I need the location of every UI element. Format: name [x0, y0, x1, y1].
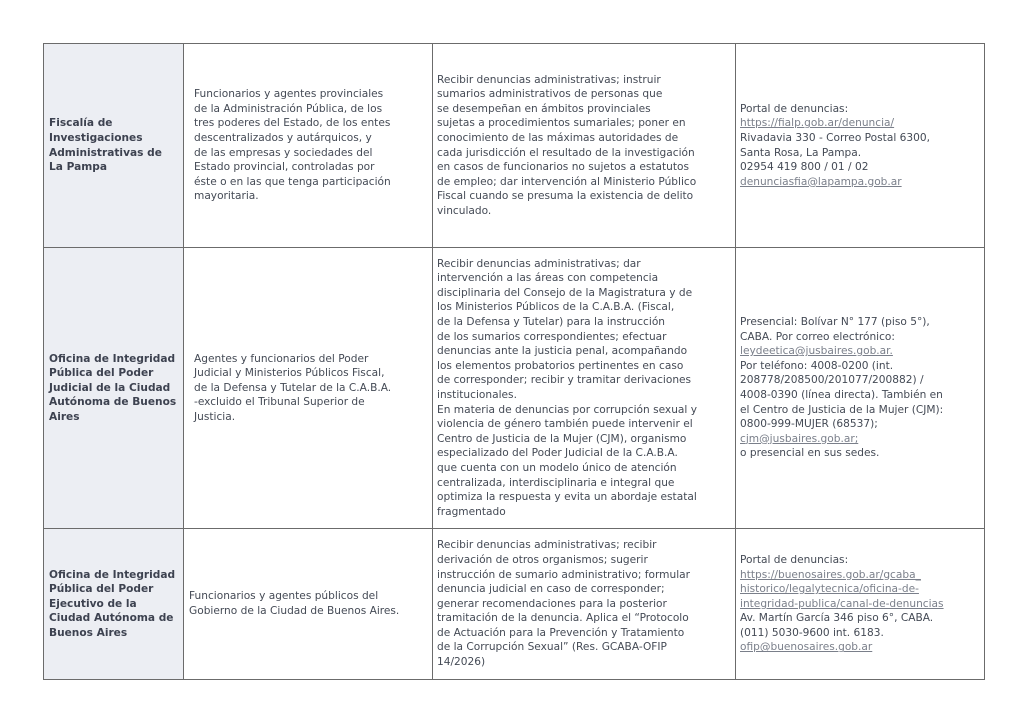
- phone-text: Por teléfono: 4008-0200 (int. 208778/208500/201077/200882) / 4008-0390 (línea directa). También en el Centro de Justicia de la Mujer (CJM): 0800-999-MUJER (68537);: [740, 359, 944, 431]
- organisms-table: [43, 43, 985, 680]
- table-row: [44, 248, 985, 529]
- scope-cell: [184, 529, 433, 680]
- contact-info: [736, 102, 984, 190]
- contact-label: Portal de denuncias:: [740, 553, 849, 566]
- entity-cell: [44, 248, 184, 529]
- email-link[interactable]: leydeetica@jusbaires.gob.ar.: [740, 345, 893, 358]
- entity-cell: [44, 44, 184, 248]
- functions-cell: [433, 44, 736, 248]
- entity-name: Oficina de Integridad Pública del Poder Judicial de la Ciudad Autónoma de Buenos Aires: [49, 352, 177, 423]
- functions-cell: [433, 529, 736, 680]
- entity-cell: [44, 529, 184, 680]
- functions-text: Recibir denuncias administrativas; recibir derivación de otros organismos; sugerir instrucción de sumario administrativo; formular denuncia judicial en caso de corresponder; generar recomendaciones para la posterior tramitación de la denuncia. Aplica el “Protocolo de Actuación para la Prevención y Tratamiento de la Corrupción Sexual” (Res. GCABA-OFIP 14/2026): [437, 539, 691, 669]
- contact-cell: [736, 44, 985, 248]
- entity-name: Oficina de Integridad Pública del Poder Ejecutivo de la Ciudad Autónoma de Buenos Aires: [49, 568, 176, 639]
- email-link[interactable]: cjm@jusbaires.gob.ar;: [740, 432, 859, 445]
- functions-text: Recibir denuncias administrativas; instruir sumarios administrativos de personas que se desempeñan en ámbitos provinciales sujetas a procedimientos sumariales; poner en conocimiento de las máximas autoridades de cada jurisdicción el resultado de la investigación en casos de funcionarios no sujetos a estatutos de empleo; dar intervención al Ministerio Público Fiscal cuando se presuma la existencia de delito vinculado.: [437, 73, 697, 217]
- contact-info: [736, 553, 984, 655]
- scope-cell: [184, 248, 433, 529]
- table-row: [44, 529, 985, 680]
- presential-text: o presencial en sus sedes.: [740, 447, 880, 460]
- phone-text: (011) 5030-9600 int. 6183.: [740, 626, 884, 639]
- scope-text: Funcionarios y agentes provinciales de la Administración Pública, de los tres poderes del Estado, de los entes descentralizados y autárquicos, y de las empresas y sociedades del Estado provincial, controladas por éste o en las que tenga participación mayoritaria.: [194, 88, 391, 203]
- city-text: Santa Rosa, La Pampa.: [740, 146, 862, 159]
- entity-name: Fiscalía de Investigaciones Administrativas de La Pampa: [49, 117, 162, 174]
- email-link[interactable]: denunciasfia@lapampa.gob.ar: [740, 175, 902, 188]
- contact-info: [736, 315, 984, 461]
- contact-cell: [736, 529, 985, 680]
- address-text: Av. Martín García 346 piso 6°, CABA.: [740, 612, 934, 625]
- contact-label: Portal de denuncias:: [740, 102, 849, 115]
- phone-text: 02954 419 800 / 01 / 02: [740, 161, 869, 174]
- address-text: Presencial: Bolívar N° 177 (piso 5°),: [740, 316, 930, 329]
- scope-text: Funcionarios y agentes públicos del Gobierno de la Ciudad de Buenos Aires.: [189, 590, 400, 617]
- table-row: [44, 44, 985, 248]
- scope-cell: [184, 44, 433, 248]
- address-text: Rivadavia 330 - Correo Postal 6300,: [740, 131, 930, 144]
- portal-link[interactable]: https://buenosaires.gob.ar/gcaba_ historico/legalytecnica/oficina-de- integridad-publica/canal-de-denuncias: [740, 568, 944, 610]
- functions-text: Recibir denuncias administrativas; dar intervención a las áreas con competencia disciplinaria del Consejo de la Magistratura y de los Ministerios Públicos de la C.A.B.A. (Fiscal, de la Defensa y Tutelar) para la instrucción de los sumarios correspondientes; efectuar denuncias ante la justicia penal, acompañando los elementos probatorios pertinentes en caso de corresponder; recibir y tramitar derivaciones institucionales. En materia de denuncias por corrupción sexual y violencia de género también puede intervenir el Centro de Justicia de la Mujer (CJM), organismo especializado del Poder Judicial de la C.A.B.A. que cuenta con un modelo único de atención centralizada, interdisciplinaria e integral que optimiza la respuesta y evita un abordaje estatal fragmentado: [437, 257, 697, 518]
- contact-cell: [736, 248, 985, 529]
- portal-link[interactable]: https://fialp.gob.ar/denuncia/: [740, 117, 895, 130]
- email-link[interactable]: ofip@buenosaires.gob.ar: [740, 641, 873, 654]
- scope-text: Agentes y funcionarios del Poder Judicial y Ministerios Públicos Fiscal, de la Defensa y Tutelar de la C.A.B.A. -excluido el Tribunal Superior de Justicia.: [194, 352, 392, 423]
- functions-cell: [433, 248, 736, 529]
- email-label: CABA. Por correo electrónico:: [740, 330, 895, 343]
